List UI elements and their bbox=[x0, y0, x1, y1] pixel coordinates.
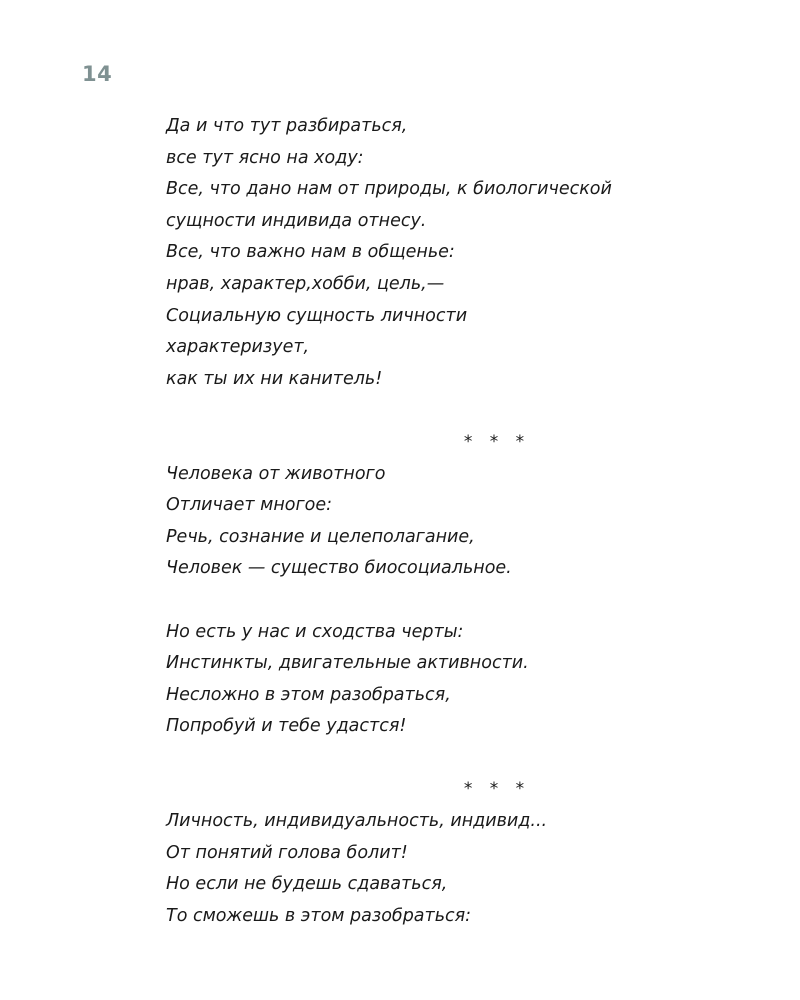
poem-line: Отличает многое: bbox=[166, 495, 333, 516]
stanza-3 bbox=[166, 617, 766, 743]
asterisk-divider: * * * bbox=[463, 779, 531, 800]
stanza-4 bbox=[166, 806, 766, 932]
poem-line: сущности индивида отнесу. bbox=[166, 210, 427, 231]
poem-line: все тут ясно на ходу: bbox=[166, 147, 364, 168]
poem-line: Личность, индивидуальность, индивид... bbox=[166, 811, 548, 832]
poem-line: Речь, сознание и целеполагание, bbox=[166, 526, 475, 547]
page-number: 14 bbox=[82, 62, 113, 86]
poem-line: Но если не будешь сдаваться, bbox=[166, 874, 448, 895]
poem-line: Попробуй и тебе удастся! bbox=[166, 716, 407, 737]
poem-body bbox=[166, 111, 766, 932]
poem-line: Несложно в этом разобраться, bbox=[166, 684, 451, 705]
poem-line: Да и что тут разбираться, bbox=[166, 116, 408, 136]
poem-line: То сможешь в этом разобраться: bbox=[166, 905, 472, 926]
asterisk-divider: * * * bbox=[463, 431, 531, 452]
poem-line: Но есть у нас и сходства черты: bbox=[166, 621, 464, 642]
poem-line: Все, что важно нам в общенье: bbox=[166, 242, 455, 263]
poem-line: Социальную сущность личности bbox=[166, 305, 468, 326]
poem-line: Человека от животного bbox=[166, 463, 386, 484]
poem-line: Инстинкты, двигательные активности. bbox=[166, 653, 529, 674]
stanza-gap bbox=[166, 743, 766, 775]
stanza-gap bbox=[166, 585, 766, 617]
section-divider bbox=[166, 774, 716, 806]
stanza-gap bbox=[166, 395, 766, 427]
stanza-2 bbox=[166, 459, 766, 585]
poem-line: Человек — существо биосоциальное. bbox=[166, 558, 512, 579]
stanza-1 bbox=[166, 111, 766, 395]
section-divider bbox=[166, 427, 716, 459]
poem-line: Все, что дано нам от природы, к биологической bbox=[166, 179, 612, 200]
poem-line: характеризует, bbox=[166, 337, 310, 358]
poem-line: нрав, характер,хобби, цель,— bbox=[166, 273, 445, 294]
poem-line: От понятий голова болит! bbox=[166, 842, 408, 863]
poem-line: как ты их ни канитель! bbox=[166, 368, 383, 389]
